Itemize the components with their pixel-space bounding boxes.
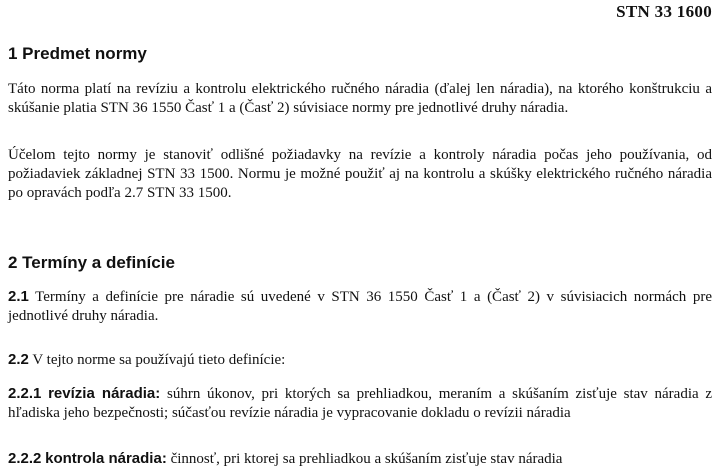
item-number: 2.1	[8, 288, 29, 305]
section-1-paragraph-1: Táto norma platí na revíziu a kontrolu elektrického ručného náradia (ďalej len náradia), na ktorého konštrukciu a skúšanie platia STN 36 1550 Časť 1 a (Časť 2) súvisiace normy pre jednotlivé druhy náradia.	[8, 81, 712, 116]
item-number: 2.2.2	[8, 450, 42, 467]
definition-item	[8, 384, 712, 423]
section-1-paragraph-2: Účelom tejto normy je stanoviť odlišné požiadavky na revízie a kontroly náradia počas jeho používania, od požiadaviek základnej STN 33 1500. Normu je možné použiť aj na kontrolu a skúšky elektrického ručného náradia po opravách podľa 2.7 STN 33 1500.	[8, 147, 712, 201]
section-1-heading: 1 Predmet normy	[8, 44, 147, 63]
definition-item	[8, 350, 712, 370]
defined-term: revízia náradia:	[48, 385, 161, 402]
document-id: STN 33 1600	[616, 2, 712, 21]
defined-term: kontrola náradia:	[45, 450, 167, 467]
item-text: činnosť, pri ktorej sa prehliadkou a skúšaním zisťuje stav náradia	[170, 451, 563, 467]
item-number: 2.2.1	[8, 385, 42, 402]
item-text: Termíny a definície pre náradie sú uvedené v STN 36 1550 Časť 1 a (Časť 2) v súvisiacich normách pre jednotlivé druhy náradia.	[8, 289, 712, 324]
item-text: súhrn úkonov, pri ktorých sa prehliadkou, meraním a skúšaním zisťuje stav náradia z hľadiska jeho bezpečnosti; súčasťou revízie náradia je vypracovanie dokladu o revízii náradia	[8, 386, 713, 421]
item-text: V tejto norme sa používajú tieto definície:	[32, 352, 286, 368]
definition-item	[8, 287, 712, 326]
definition-item	[8, 449, 712, 469]
item-number: 2.2	[8, 351, 29, 368]
section-2-heading: 2 Termíny a definície	[8, 253, 175, 272]
